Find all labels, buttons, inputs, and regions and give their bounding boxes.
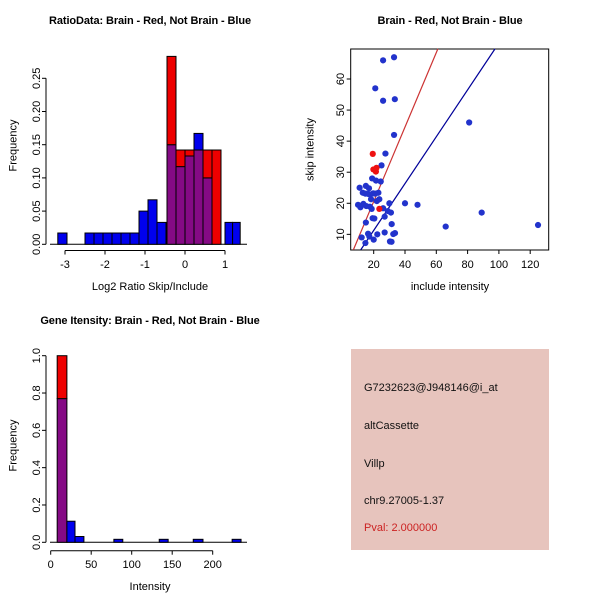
svg-text:40: 40 — [335, 135, 347, 148]
gene-histogram-title: Gene Itensity: Brain - Red, Not Brain - Blue — [40, 315, 260, 327]
svg-text:0: 0 — [181, 259, 189, 271]
gene-name-text: Villp — [364, 458, 385, 470]
ratio-histogram-ylabel: Frequency — [7, 119, 20, 172]
scatter-panel — [300, 0, 600, 300]
svg-text:80: 80 — [461, 259, 474, 271]
svg-text:50: 50 — [85, 559, 98, 571]
svg-text:200: 200 — [203, 559, 222, 571]
svg-text:100: 100 — [122, 559, 141, 571]
svg-text:0.0: 0.0 — [31, 534, 43, 550]
pval-text: Pval: 2.000000 — [364, 522, 438, 534]
gene-histogram-xlabel: Intensity — [129, 581, 171, 593]
scatter-title: Brain - Red, Not Brain - Blue — [377, 15, 523, 27]
gene-histogram-panel — [0, 300, 300, 600]
svg-text:0.25: 0.25 — [31, 67, 43, 90]
ratio-histogram-xlabel: Log2 Ratio Skip/Include — [91, 281, 209, 293]
svg-text:20: 20 — [335, 197, 347, 210]
svg-text:30: 30 — [335, 166, 347, 179]
svg-text:-1: -1 — [140, 259, 150, 271]
svg-text:0.2: 0.2 — [31, 497, 43, 513]
svg-text:60: 60 — [430, 259, 443, 271]
svg-text:0.10: 0.10 — [31, 167, 43, 189]
probe-id-text: G7232623@J948146@i_at — [364, 382, 498, 394]
svg-text:0.05: 0.05 — [31, 200, 43, 222]
intensity-scatter-plot — [300, 0, 600, 300]
ratio-histogram-plot — [0, 0, 300, 300]
svg-text:100: 100 — [489, 259, 509, 271]
gene-histogram-ylabel: Frequency — [7, 419, 20, 472]
svg-text:-3: -3 — [60, 259, 70, 271]
info-panel — [300, 300, 600, 600]
svg-text:0.8: 0.8 — [31, 385, 43, 401]
svg-text:0.00: 0.00 — [31, 233, 43, 256]
scatter-ylabel: skip intensity — [304, 118, 317, 181]
gene-intensity-histogram-plot — [0, 300, 300, 600]
svg-text:20: 20 — [367, 259, 380, 271]
svg-text:1.0: 1.0 — [31, 348, 43, 364]
svg-text:0.6: 0.6 — [31, 422, 43, 438]
svg-text:40: 40 — [398, 259, 412, 271]
svg-text:0.15: 0.15 — [31, 133, 43, 156]
locus-text: chr9.27005-1.37 — [364, 495, 445, 507]
svg-text:0.4: 0.4 — [31, 460, 43, 476]
ratio-histogram-panel — [0, 0, 300, 300]
svg-text:10: 10 — [335, 228, 347, 241]
svg-text:-2: -2 — [100, 259, 110, 271]
svg-text:1: 1 — [221, 259, 229, 271]
svg-text:0: 0 — [47, 559, 54, 571]
ratio-histogram-title: RatioData: Brain - Red, Not Brain - Blue — [49, 15, 251, 27]
scatter-xlabel: include intensity — [410, 281, 490, 293]
svg-text:60: 60 — [335, 72, 347, 86]
svg-text:120: 120 — [521, 259, 540, 271]
svg-text:150: 150 — [163, 559, 182, 571]
gene-info-card — [351, 349, 549, 550]
svg-text:50: 50 — [335, 103, 347, 117]
event-type-text: altCassette — [364, 420, 420, 432]
svg-text:0.20: 0.20 — [31, 100, 43, 123]
